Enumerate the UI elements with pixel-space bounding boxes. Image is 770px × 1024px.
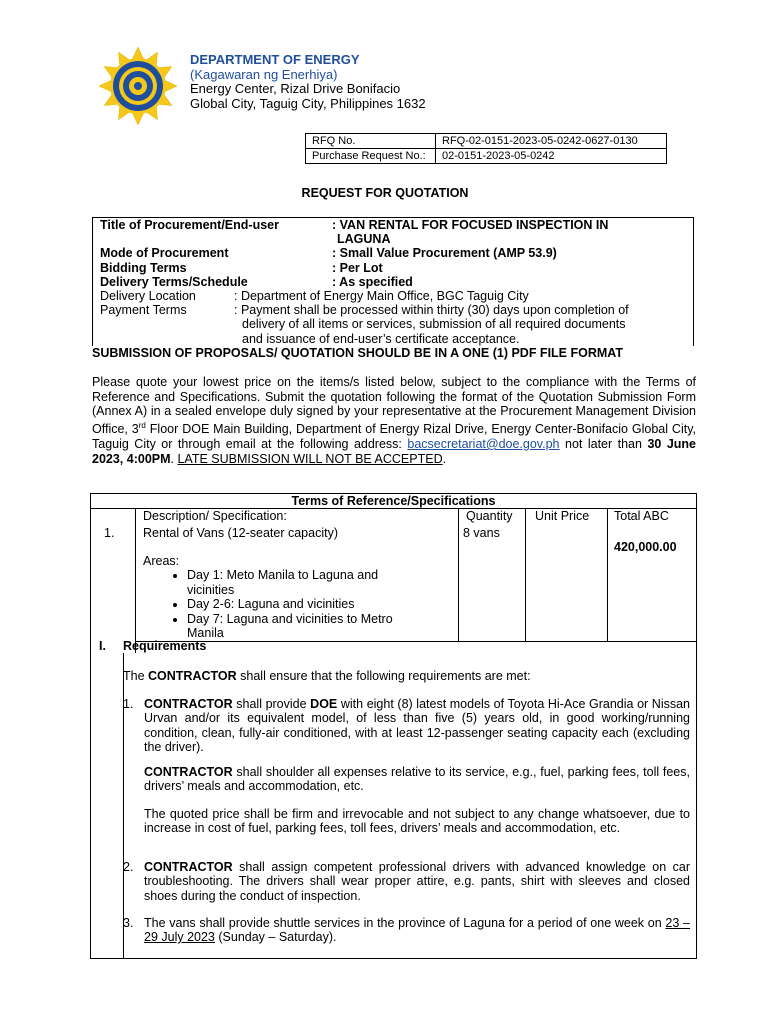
requirement-2: CONTRACTOR shall assign competent professional drivers with advanced knowledge on car troubleshooting. The drivers shall wear proper attire, e.g. pants, shirt with sleeves and closed shoes during the conduct of inspection.	[144, 860, 690, 903]
item-description: Rental of Vans (12-seater capacity)	[143, 526, 339, 540]
list-item: • Day 1: Meto Manila to Laguna and vicinities	[187, 568, 403, 597]
title-label: Title of Procurement/End-user	[100, 218, 279, 232]
bidding-label: Bidding Terms	[100, 260, 187, 275]
areas-block	[143, 554, 403, 640]
requirement-1: CONTRACTOR shall provide DOE with eight (8) latest models of Toyota Hi-Ace Grandia or Nissan Urvan and/or its equivalent model, of less than five (5) years old, in good working/running condition, clean, fully-air conditioned, with at least 12-passenger seating capacity each (excluding the driver).	[144, 697, 691, 755]
bidding-value: : Per Lot	[332, 260, 383, 275]
requirement-3-number: 3.	[123, 916, 134, 930]
mode-value: : Small Value Procurement (AMP 53.9)	[332, 246, 557, 261]
mode-label: Mode of Procurement	[100, 246, 229, 261]
deadline: 30 June 2023, 4:00PM	[92, 436, 696, 466]
instructions-paragraph: Please quote your lowest price on the items/s listed below, subject to the compliance with the Terms of Reference and Specifications. Submit the quotation following the format of the Quotation Submission Form (Annex A) in a sealed envelope duly signed by your representative at the Procurement Management Division Office, 3rd Floor DOE Main Building, Department of Energy Rizal Drive, Energy Center-Bonifacio Global City, Taguig City or through email at the following address: bacsecretariat@doe.gov.ph not later than 30 June 2023, 4:00PM. LATE SUBMISSION WILL NOT BE ACCEPTED.	[92, 375, 696, 466]
doe-seal-logo-icon	[98, 46, 178, 126]
pr-label: Purchase Request No.:	[306, 149, 436, 164]
title-value: : VAN RENTAL FOR FOCUSED INSPECTION IN LAGUNA	[332, 218, 609, 247]
item-total-abc: 420,000.00	[614, 540, 677, 554]
requirement-2-number: 2.	[123, 860, 134, 874]
row-number: 1.	[104, 526, 115, 540]
document-title: REQUEST FOR QUOTATION	[301, 186, 469, 200]
requirements-label: Requirements	[123, 639, 207, 653]
requirement-3: The vans shall provide shuttle services in the province of Laguna for a period of one week on 23 – 29 July 2023 (Sunday – Saturday).	[144, 916, 690, 945]
col-description-header: Description/ Specification:	[143, 509, 287, 523]
late-submission-notice: LATE SUBMISSION WILL NOT BE ACCEPTED	[177, 451, 443, 466]
requirements-number: I.	[99, 639, 106, 653]
address-line-2: Global City, Taguig City, Philippines 1632	[190, 95, 426, 111]
delivery-terms-value: : As specified	[332, 274, 413, 289]
delivery-location-value: : Department of Energy Main Office, BGC Taguig City	[234, 289, 529, 304]
col-quantity-header: Quantity	[466, 509, 513, 523]
email-link[interactable]: bacsecretariat@doe.gov.ph	[407, 436, 560, 451]
item-quantity: 8 vans	[463, 526, 500, 540]
department-local-name: (Kagawaran ng Enerhiya)	[190, 66, 338, 82]
procurement-details	[92, 217, 694, 346]
rfq-label: RFQ No.	[306, 134, 436, 149]
address-line-1: Energy Center, Rizal Drive Bonifacio	[190, 81, 401, 96]
rfq-value: RFQ-02-0151-2023-05-0242-0627-0130	[436, 134, 667, 149]
list-item: • Day 2-6: Laguna and vicinities	[187, 597, 403, 611]
requirement-1-firm-price: The quoted price shall be firm and irrevocable and not subject to any change whatsoever, due to increase in cost of fuel, parking fees, toll fees, drivers’ meals and accommodation, etc.	[144, 807, 690, 836]
col-unit-price-header: Unit Price	[535, 509, 590, 523]
terms-of-reference-table	[90, 493, 697, 959]
payment-label: Payment Terms	[100, 303, 187, 318]
pr-value: 02-0151-2023-05-0242	[436, 149, 667, 164]
delivery-terms-label: Delivery Terms/Schedule	[100, 274, 248, 289]
areas-list	[143, 568, 403, 640]
requirements-intro: The CONTRACTOR shall ensure that the following requirements are met:	[123, 669, 531, 683]
areas-label: Areas:	[143, 554, 180, 568]
tor-heading: Terms of Reference/Specifications	[291, 494, 496, 508]
col-total-abc-header: Total ABC	[614, 509, 669, 523]
rfq-reference-table	[305, 133, 667, 164]
payment-value: : Payment shall be processed within thirty (30) days upon completion of delivery of all items or services, submission of all required documents and issuance of end-user’s certificate acceptance.	[234, 303, 629, 346]
department-name: DEPARTMENT OF ENERGY	[190, 52, 360, 67]
list-item: • Day 7: Laguna and vicinities to Metro Manila	[187, 612, 403, 641]
delivery-location-label: Delivery Location	[100, 289, 196, 304]
submission-heading: SUBMISSION OF PROPOSALS/ QUOTATION SHOULD BE IN A ONE (1) PDF FILE FORMAT	[92, 346, 624, 360]
requirement-1-number: 1.	[123, 697, 134, 711]
requirement-1-expenses: CONTRACTOR shall shoulder all expenses relative to its service, e.g., fuel, parking fees, toll fees, drivers’ meals and accommodation, etc.	[144, 765, 690, 794]
letterhead	[190, 53, 426, 111]
